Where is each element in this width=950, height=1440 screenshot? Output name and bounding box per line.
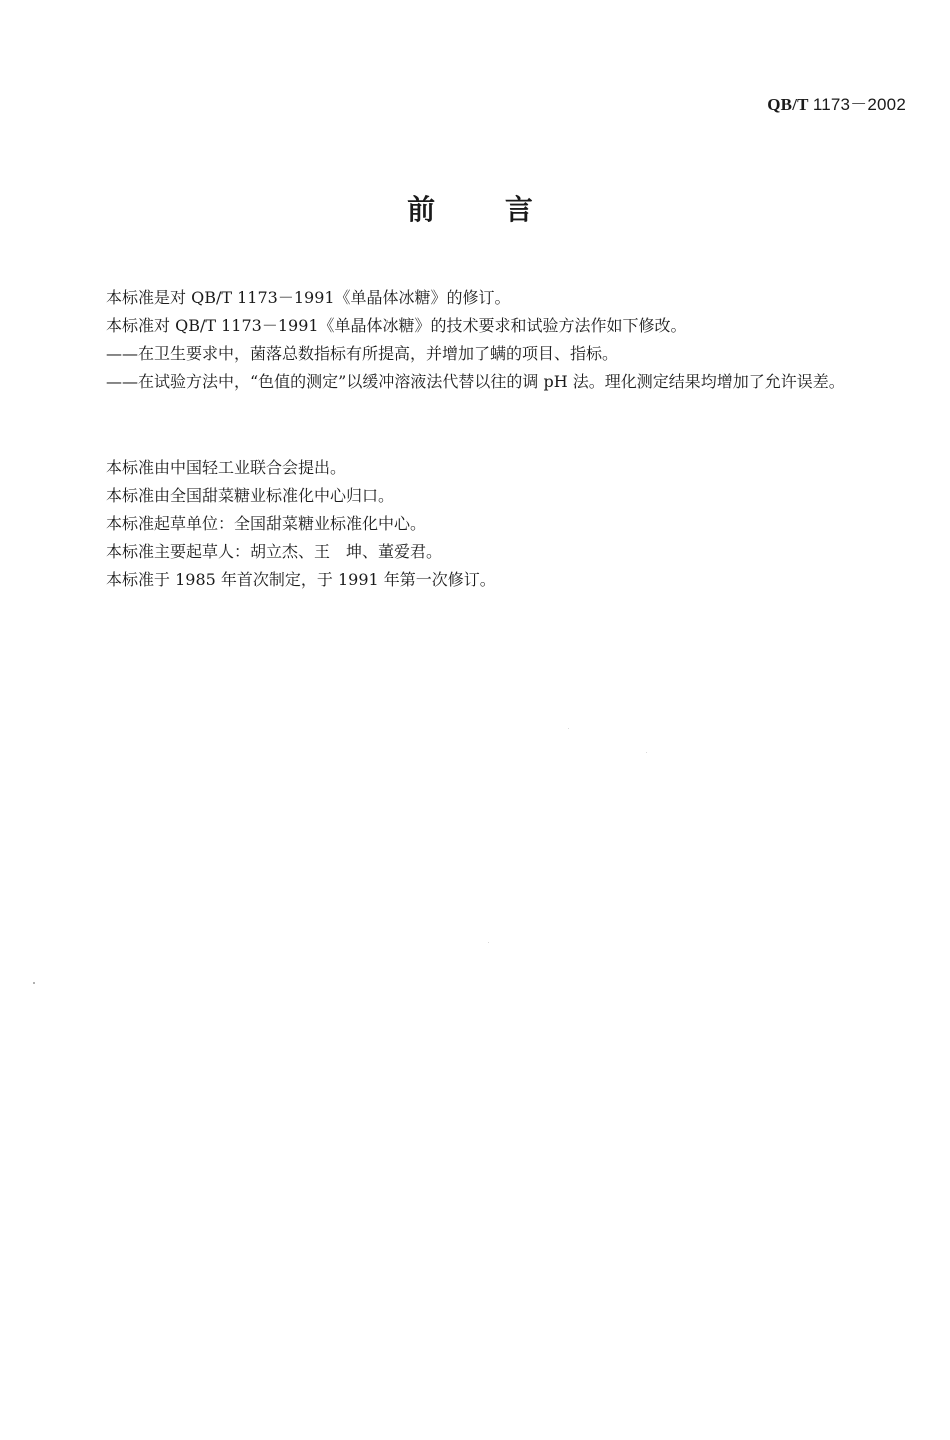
paragraph-test-method-change: ——在试验方法中，“色值的测定”以缓冲溶液法代替以往的调 pH 法。理化测定结果均增加了允许误差。 [106, 372, 845, 391]
drafting-info-section [68, 454, 910, 594]
paragraph-hygiene-change: ——在卫生要求中，菌落总数指标有所提高，并增加了螨的项目、指标。 [106, 344, 619, 363]
paragraph-drafters: 本标准主要起草人：胡立杰、王 坤、董爱君。 [106, 542, 443, 561]
paragraph-history: 本标准于 1985 年首次制定，于 1991 年第一次修订。 [106, 570, 496, 589]
paragraph-administered-by: 本标准由全国甜菜糖业标准化中心归口。 [106, 486, 395, 505]
standard-code [767, 90, 906, 115]
standard-code-number: 1173－2002 [812, 95, 906, 114]
revision-section [68, 284, 910, 396]
paragraph-modifications: 本标准对 QB/T 1173－1991《单晶体冰糖》的技术要求和试验方法作如下修改。 [106, 316, 687, 335]
scan-speck [568, 728, 569, 729]
scan-speck [646, 752, 647, 753]
paragraph-drafting-unit: 本标准起草单位：全国甜菜糖业标准化中心。 [106, 514, 427, 533]
page-title: 前 言 [407, 193, 563, 226]
scan-speck [33, 982, 35, 984]
paragraph-revision-of: 本标准是对 QB/T 1173－1991《单晶体冰糖》的修订。 [106, 288, 511, 307]
standard-code-prefix: QB/T [767, 95, 809, 114]
scan-speck [488, 942, 489, 943]
paragraph-proposed-by: 本标准由中国轻工业联合会提出。 [106, 458, 347, 477]
